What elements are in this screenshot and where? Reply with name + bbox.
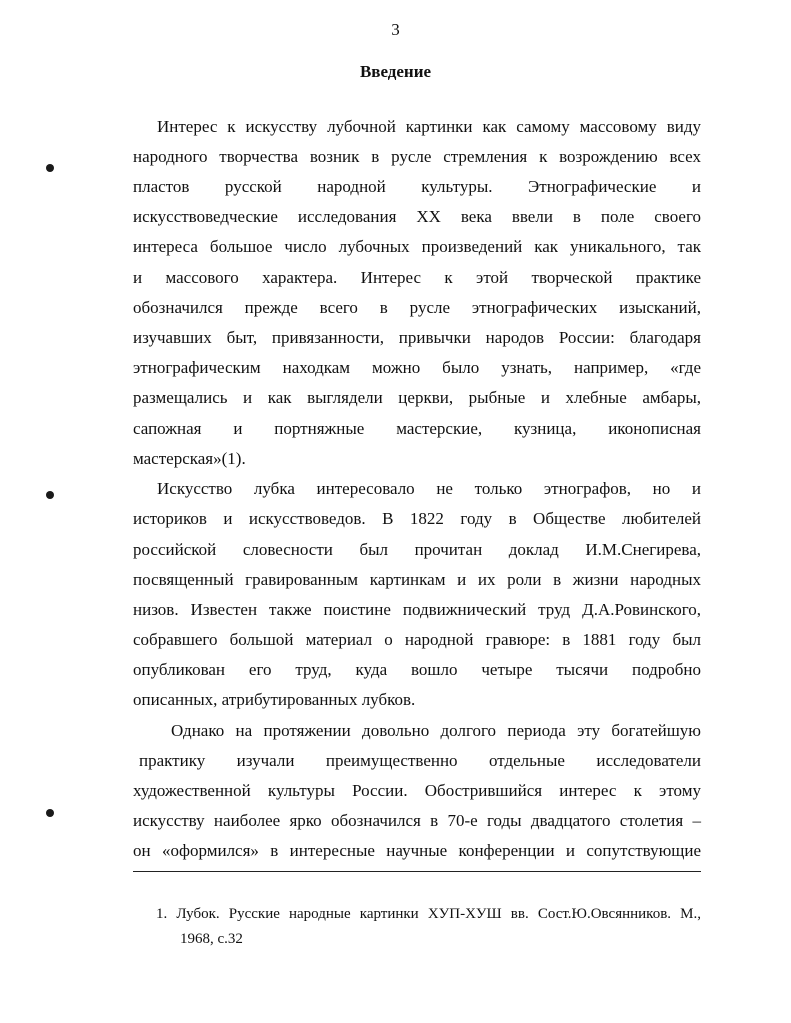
margin-dot (46, 809, 54, 817)
text-line: низов. Известен также поистине подвижнический труд Д.А.Ровинского, (133, 600, 701, 619)
text-line: посвященный гравированным картинкам и их роли в жизни народных (133, 570, 701, 589)
footnote-line: 1968, с.32 (180, 931, 243, 947)
text-line: практику изучали преимущественно отдельные исследователи (139, 751, 701, 770)
margin-dot (46, 491, 54, 499)
text-line: описанных, атрибутированных лубков. (133, 690, 416, 709)
text-line: он «оформился» в интересные научные конференции и сопутствующие (133, 841, 701, 860)
text-line: обозначился прежде всего в русле этнографических изысканий, (133, 298, 701, 317)
text-line: опубликован его труд, куда вошло четыре тысячи подробно (133, 660, 701, 679)
text-line: Интерес к искусству лубочной картинки как самому массовому виду (157, 117, 701, 136)
text-line: пластов русской народной культуры. Этнографические и (133, 177, 701, 196)
margin-dot (46, 164, 54, 172)
text-line: искусству наиболее ярко обозначился в 70-е годы двадцатого столетия – (133, 811, 701, 830)
page-title: Введение (359, 62, 432, 81)
text-line: народного творчества возник в русле стремления к возрождению всех (133, 147, 701, 166)
text-line: художественной культуры России. Обострившийся интерес к этому (133, 781, 701, 800)
text-line: собравшего большой материал о народной гравюре: в 1881 году был (133, 630, 701, 649)
text-line: искусствоведческие исследования XX века ввели в поле своего (133, 207, 701, 226)
text-line: интереса большое число лубочных произведений как уникального, так (133, 237, 701, 256)
text-line: историков и искусствоведов. В 1822 году в Обществе любителей (133, 509, 701, 528)
text-line: российской словесности был прочитан доклад И.М.Снегирева, (133, 540, 701, 559)
page-number: 3 (391, 20, 400, 39)
text-line: изучавших быт, привязанности, привычки народов России: благодаря (133, 328, 701, 347)
footnote-divider (133, 871, 701, 872)
text-line: Однако на протяжении довольно долгого периода эту богатейшую (171, 721, 701, 740)
text-line: этнографическим находкам можно было узнать, например, «где (133, 358, 701, 377)
text-line: Искусство лубка интересовало не только этнографов, но и (157, 479, 701, 498)
text-line: и массового характера. Интерес к этой творческой практике (133, 268, 701, 287)
text-line: сапожная и портняжные мастерские, кузница, иконописная (133, 419, 701, 438)
footnote-line: 1. Лубок. Русские народные картинки ХУП-ХУШ вв. Сост.Ю.Овсянников. М., (156, 906, 701, 922)
text-line: размещались и как выглядели церкви, рыбные и хлебные амбары, (133, 388, 701, 407)
text-line: мастерская»(1). (133, 449, 246, 468)
